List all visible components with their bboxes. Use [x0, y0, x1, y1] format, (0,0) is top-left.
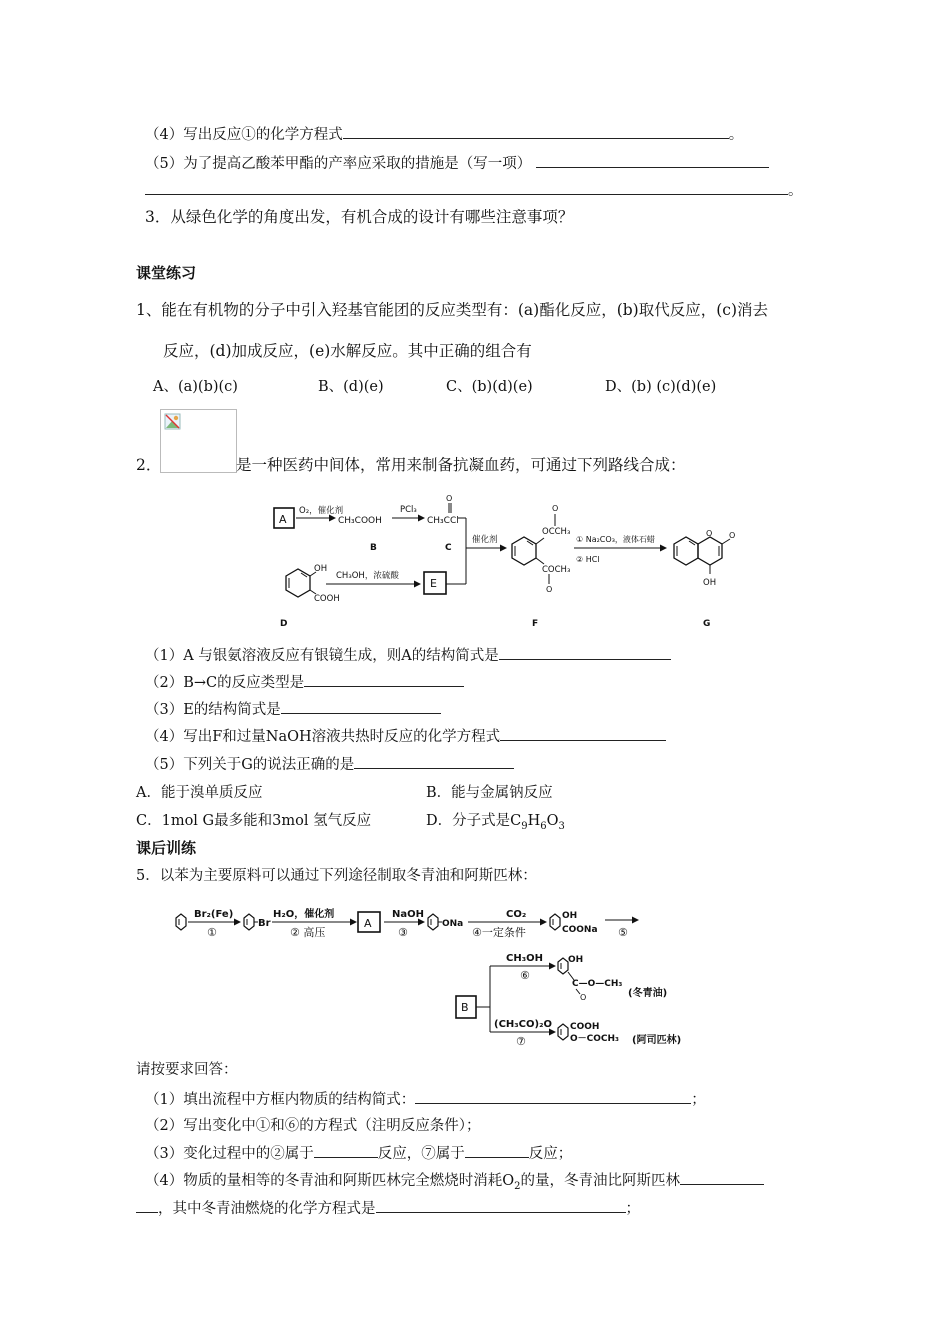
svg-text:OH: OH — [568, 955, 584, 965]
svg-text:OCCH₃: OCCH₃ — [542, 527, 571, 537]
q4-text: （4）写出反应①的化学方程式 — [145, 127, 343, 143]
p1-option-b[interactable]: B、(d)(e) — [318, 379, 384, 395]
wintergreen-oil-structure — [558, 955, 667, 1002]
p2-q1 — [145, 645, 671, 666]
svg-text:O: O — [729, 531, 736, 540]
q5-text: （5）为了提高乙酸苯甲酯的产率应采取的措施是（写一项） — [145, 156, 532, 172]
svg-text:A: A — [364, 917, 372, 930]
section-title-after-class: 课后训练 — [136, 839, 197, 857]
svg-text:OH: OH — [562, 911, 578, 921]
reagent-5b: ② HCl — [576, 555, 600, 564]
p1-line2: 反应，(d)加成反应，(e)水解反应。其中正确的组合有 — [163, 342, 532, 360]
a2-text: （2）写出变化中①和⑥的方程式（注明反应条件）； — [145, 1118, 481, 1134]
p2-q3-text: （3）E的结构简式是 — [145, 702, 281, 718]
box-e — [424, 572, 446, 594]
p2-q2-text: （2）B→C的反应类型是 — [145, 675, 305, 691]
wintergreen-aspirin-route-diagram — [170, 900, 715, 1058]
a1-blank[interactable] — [415, 1089, 691, 1104]
p2-q4-blank[interactable] — [500, 726, 666, 741]
bromobenzene-icon — [244, 914, 271, 930]
svg-text:COOH: COOH — [314, 594, 340, 604]
p2-option-c[interactable]: C．1mol G最多能和3mol 氢气反应 — [136, 813, 372, 829]
reagent-1: O₂，催化剂 — [299, 506, 344, 516]
a1-text: （1）填出流程中方框内物质的结构简式： — [145, 1092, 416, 1108]
q3-text: 3．从绿色化学的角度出发，有机合成的设计有哪些注意事项？ — [145, 208, 574, 226]
a3-line: （3）变化过程中的②属于 反应，⑦属于 反应； — [145, 1143, 572, 1164]
svg-text:O: O — [552, 504, 559, 513]
svg-text:C—O—CH₃: C—O—CH₃ — [572, 979, 623, 989]
svg-text:H₂O，催化剂: H₂O，催化剂 — [273, 909, 335, 920]
p2-q4-text: （4）写出F和过量NaOH溶液共热时反应的化学方程式 — [145, 729, 501, 745]
p2-q5 — [145, 754, 514, 775]
a4-line-2: ，其中冬青油燃烧的化学方程式是 ； — [136, 1198, 640, 1219]
q4-answer-blank[interactable] — [343, 124, 729, 139]
q5-end: 。 — [788, 183, 803, 199]
p2-q5-text: （5）下列关于G的说法正确的是 — [145, 757, 355, 773]
svg-text:OH: OH — [703, 578, 717, 588]
p2-q5-blank[interactable] — [354, 754, 514, 769]
p2-q1-text: （1）A 与银氨溶液反应有银镜生成，则A的结构简式是 — [145, 648, 499, 664]
q4-end: 。 — [728, 127, 744, 143]
label-f: F — [532, 619, 539, 629]
svg-text:⑤: ⑤ — [618, 926, 628, 939]
svg-text:CO₂: CO₂ — [506, 909, 527, 920]
a4-blank-1[interactable] — [680, 1170, 764, 1185]
svg-text:E: E — [430, 577, 437, 590]
q5-answer-blank-1[interactable] — [536, 153, 769, 168]
synthesis-route-diagram — [240, 488, 750, 636]
q5-answer-blank-2[interactable] — [145, 180, 788, 195]
broken-image-icon — [160, 409, 237, 473]
compound-c-formula: CH₃CCl — [427, 516, 459, 526]
a4-line: （4）物质的量相等的冬青油和阿斯匹林完全燃烧时消耗$O_2$的量，冬青油比阿斯匹林 — [145, 1170, 764, 1197]
svg-text:NaOH: NaOH — [392, 909, 424, 920]
a1-line: （1）填出流程中方框内物质的结构简式： ； — [145, 1089, 706, 1110]
svg-text:COONa: COONa — [562, 925, 598, 935]
label-c: C — [445, 543, 452, 553]
p2-q2 — [145, 672, 464, 693]
svg-text:Br: Br — [258, 918, 271, 929]
reagent-4: 催化剂 — [472, 535, 498, 545]
label-g: G — [703, 619, 711, 629]
p1-line1: 1、能在有机物的分子中引入羟基官能团的反应类型有：(a)酯化反应，(b)取代反应，(c)消去 — [136, 301, 768, 319]
p2-q1-blank[interactable] — [499, 645, 671, 660]
label-d: D — [280, 619, 288, 629]
svg-text:B: B — [461, 1001, 469, 1014]
p2-option-b[interactable]: B．能与金属钠反应 — [426, 785, 553, 801]
svg-text:COOH: COOH — [570, 1022, 600, 1032]
p1-option-a[interactable]: A、(a)(b)(c) — [153, 379, 238, 395]
reagent-2: PCl₃ — [400, 505, 417, 515]
svg-text:O－COCH₃: O－COCH₃ — [570, 1034, 619, 1044]
q5-line — [145, 153, 769, 174]
svg-text:①: ① — [207, 926, 217, 939]
p2-option-d[interactable]: D．分子式是$C_9H_6O_3$ — [426, 813, 565, 832]
phenoxide-icon — [428, 914, 463, 930]
svg-text:O: O — [546, 585, 553, 594]
svg-text:⑥: ⑥ — [520, 969, 530, 982]
svg-text:CH₃OH: CH₃OH — [506, 953, 543, 964]
compound-c-o: O — [446, 494, 453, 503]
p1-option-c[interactable]: C、(b)(d)(e) — [446, 379, 533, 395]
svg-text:(阿司匹林): (阿司匹林) — [632, 1035, 682, 1046]
a3-blank-1[interactable] — [314, 1143, 378, 1158]
p2-option-a[interactable]: A．能于溴单质反应 — [136, 785, 263, 801]
box-b — [456, 996, 476, 1018]
benzene-icon — [176, 914, 186, 930]
svg-text:OH: OH — [314, 564, 328, 574]
section-title-classroom: 课堂练习 — [136, 264, 197, 282]
svg-text:⑦: ⑦ — [516, 1035, 526, 1048]
reagent-5a: ① Na₂CO₃，液体石蜡 — [576, 535, 655, 544]
svg-text:③: ③ — [398, 926, 408, 939]
compound-b-formula: CH₃COOH — [338, 516, 382, 526]
p2-q2-blank[interactable] — [304, 672, 464, 687]
a4-blank-2[interactable] — [376, 1198, 626, 1213]
svg-text:ONa: ONa — [442, 919, 464, 929]
box-a-2 — [358, 912, 380, 932]
p5-text: 5．以苯为主要原料可以通过下列途径制取冬青油和阿斯匹林： — [136, 868, 537, 884]
p1-option-d[interactable]: D、(b) (c)(d)(e) — [605, 379, 717, 395]
q5-line-2 — [145, 180, 803, 201]
p2-q3-blank[interactable] — [281, 699, 441, 714]
q4-line — [145, 124, 743, 145]
svg-text:Br₂(Fe): Br₂(Fe) — [194, 909, 234, 920]
p2-q3 — [145, 699, 441, 720]
svg-text:④一定条件: ④一定条件 — [472, 926, 526, 939]
reagent-3: CH₃OH，浓硫酸 — [336, 571, 399, 581]
aspirin-structure — [558, 1022, 681, 1046]
svg-text:(冬青油): (冬青油) — [628, 988, 668, 999]
compound-f-structure — [512, 504, 570, 594]
svg-text:(CH₃CO)₂O: (CH₃CO)₂O — [494, 1019, 552, 1030]
svg-text:O: O — [580, 993, 587, 1002]
sodium-salicylate-icon — [550, 911, 598, 935]
a3-blank-2[interactable] — [465, 1143, 529, 1158]
answer-intro: 请按要求回答： — [136, 1062, 238, 1078]
svg-text:A: A — [279, 513, 287, 526]
label-b: B — [370, 543, 377, 553]
compound-g-structure — [674, 529, 735, 588]
a4-blank-1b[interactable] — [136, 1198, 158, 1213]
p2-number: 2． — [136, 456, 162, 474]
box-a — [274, 508, 294, 528]
p2-text: 是一种医药中间体，常用来制备抗凝血药，可通过下列路线合成： — [236, 456, 686, 474]
p2-q4 — [145, 726, 666, 747]
svg-text:② 高压: ② 高压 — [290, 926, 326, 939]
svg-text:COCH₃: COCH₃ — [542, 565, 571, 575]
svg-text:O: O — [706, 529, 713, 538]
